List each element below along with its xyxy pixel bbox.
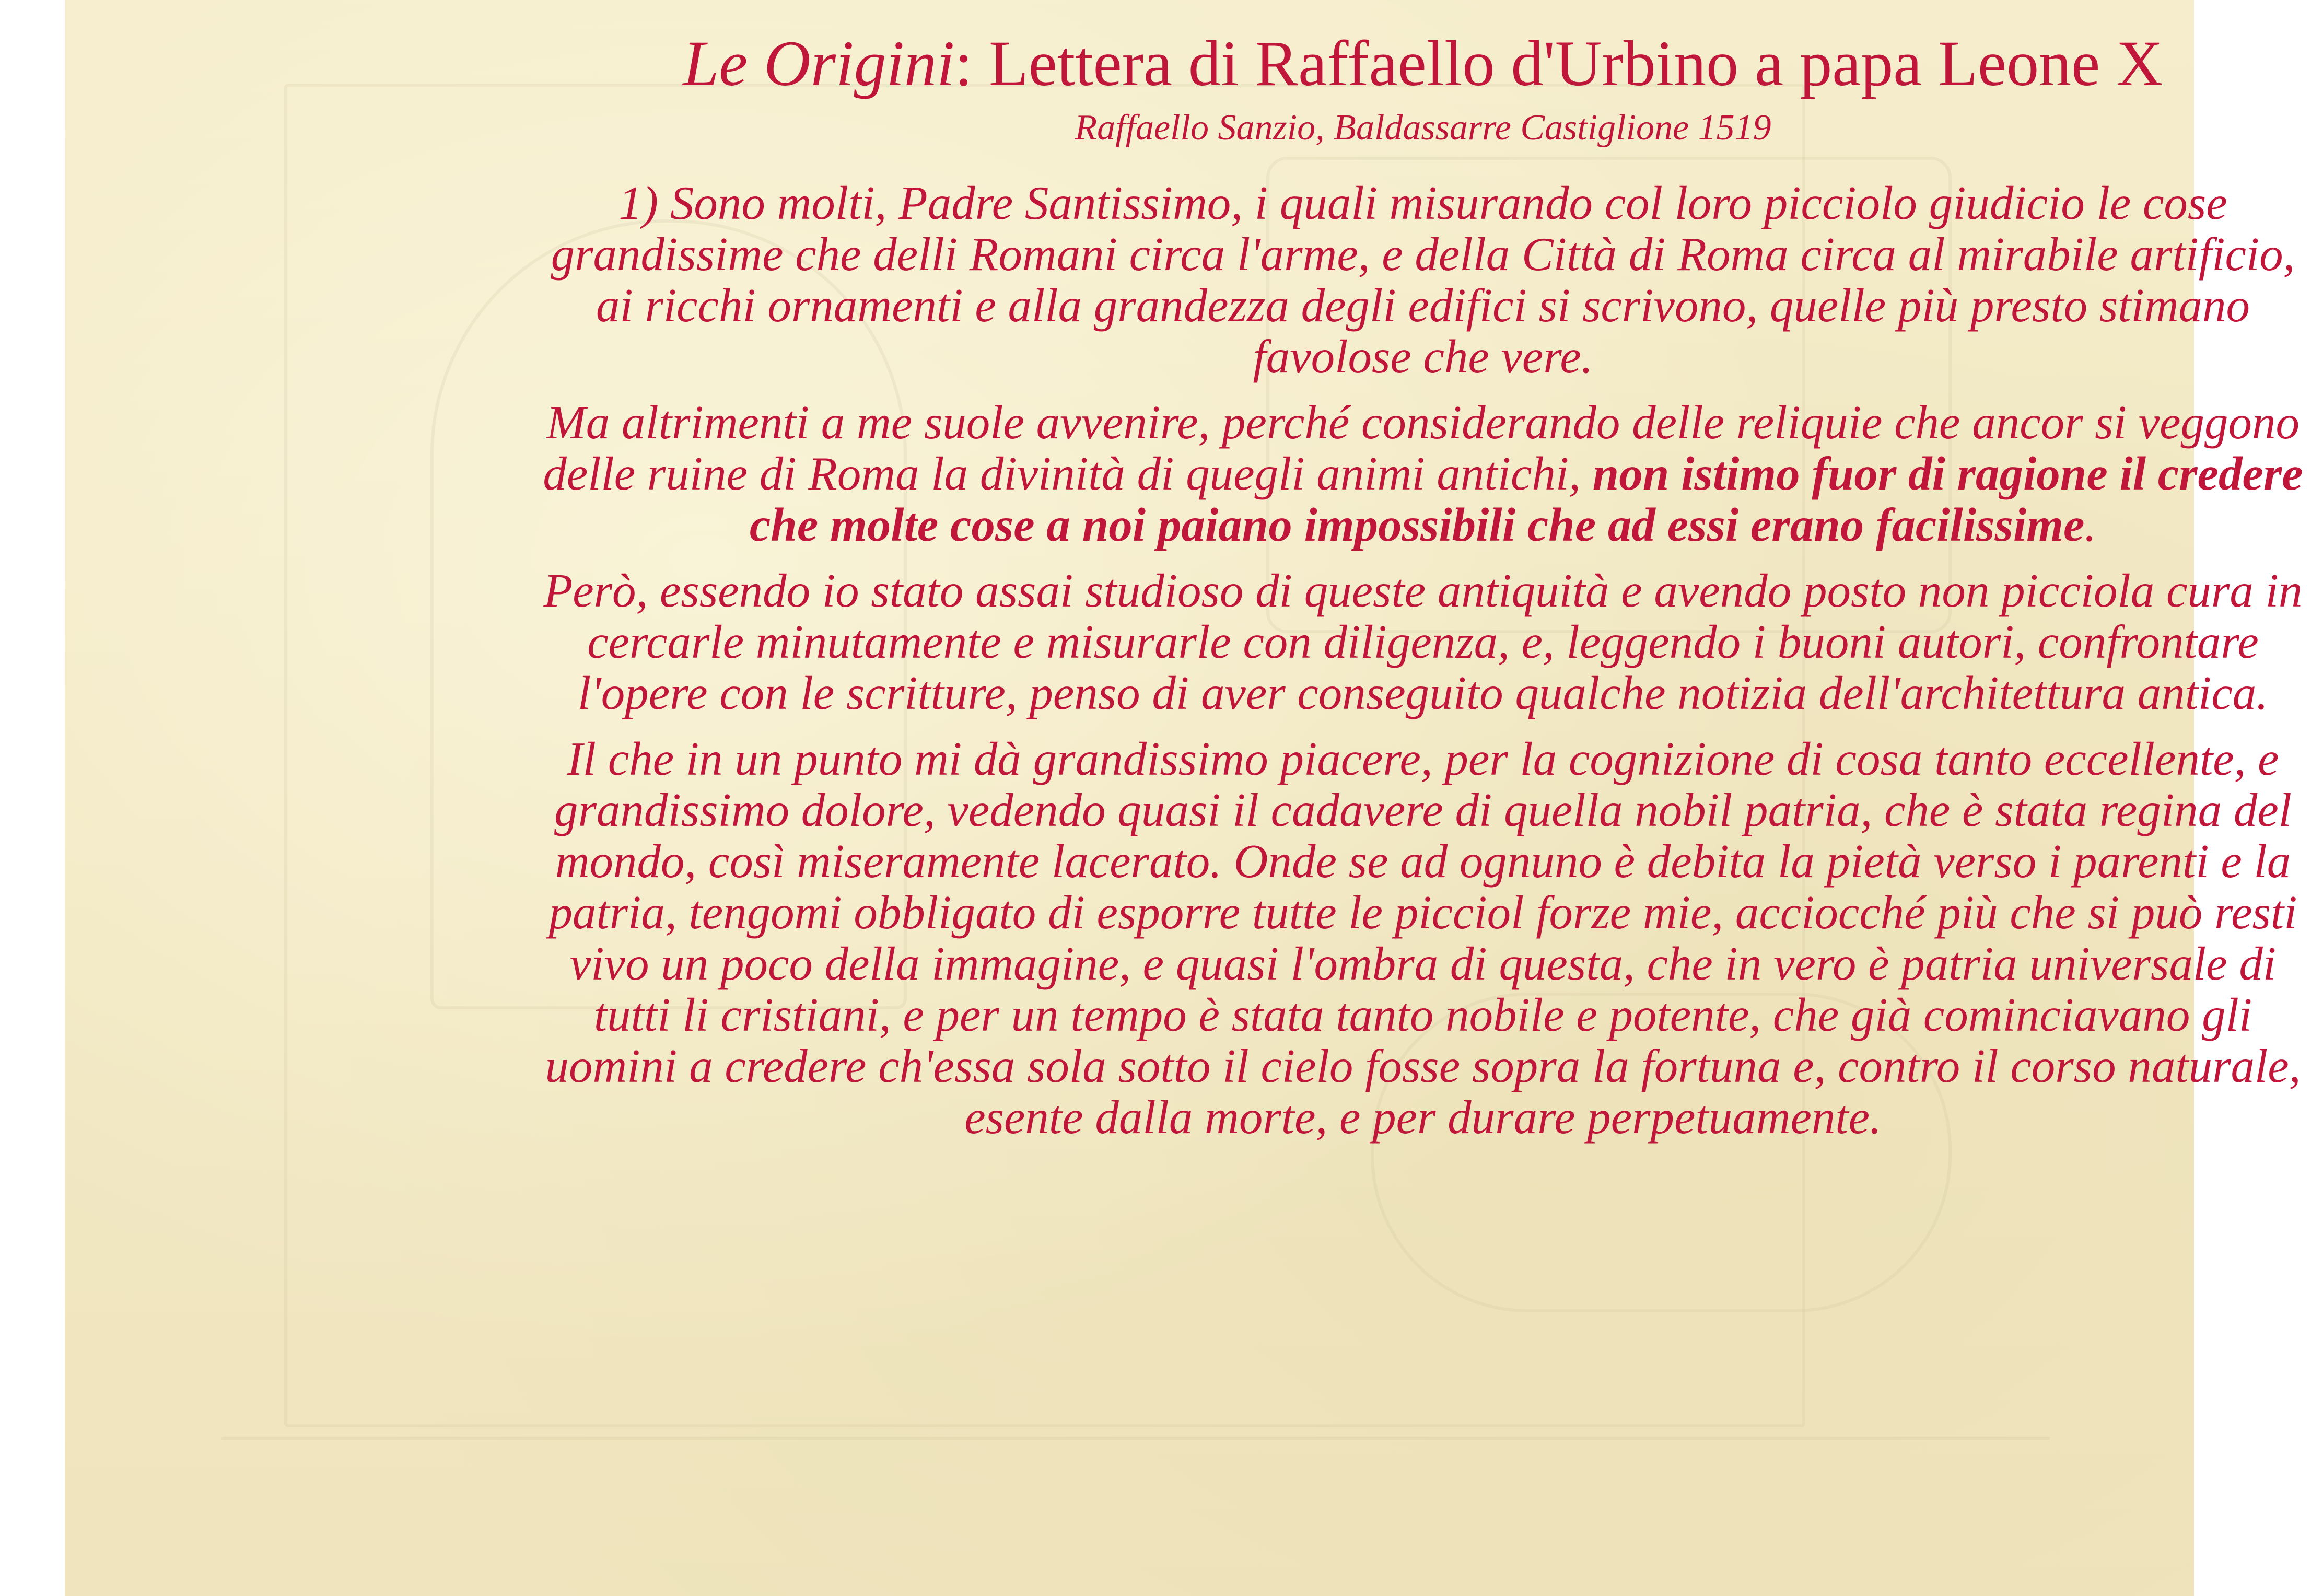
paragraph-2-bold: non istimo fuor di ragione il credere che molte cose a noi paiano impossibili che ad essi erano facilissime (749, 447, 2303, 551)
document-title-italic: Le Origini (683, 28, 955, 99)
letter-body (535, 178, 2311, 1158)
document-title-rest: : Lettera di Raffaello d'Urbino a papa Leone X (954, 28, 2163, 99)
document-authors: Raffaello Sanzio, Baldassarre Castiglione 1519 (1075, 108, 1771, 148)
paper-page (65, 0, 2303, 1596)
background-engraving-baseline (221, 1437, 2050, 1440)
document-title (535, 27, 2311, 100)
paragraph-1: 1) Sono molti, Padre Santissimo, i quali misurando col loro picciolo giudicio le cose grandissime che delli Romani circa l'arme, e della Città di Roma circa al mirabile artificio, ai ricchi ornamenti e alla grandezza degli edifici si scrivono, quelle più presto stimano favolose che vere. (551, 177, 2295, 383)
paragraph-3: Però, essendo io stato assai studioso di queste antiquità e avendo posto non picciola cura in cercarle minutamente e misurarle con diligenza, e, leggendo i buoni autori, confrontare l'opere con le scritture, penso di aver conseguito qualche notizia dell'architettura antica. (543, 564, 2303, 719)
paragraph-2-end: . (2084, 498, 2097, 551)
paragraph-2 (535, 397, 2311, 551)
paragraph-2-start: Ma altrimenti a me suole avvenire, perché considerando delle reliquie che ancor si veggono delle ruine di Roma la divinità di quegli animi antichi, (543, 396, 2300, 500)
paragraph-4: Il che in un punto mi dà grandissimo piacere, per la cognizione di cosa tanto eccellente, e grandissimo dolore, vedendo quasi il cadavere di quella nobil patria, che è stata regina del mondo, così miseramente lacerato. Onde se ad ognuno è debita la pietà verso i parenti e la patria, tengomi obbligato di esporre tutte le picciol forze mie, acciocché più che si può resti vivo un poco della immagine, e quasi l'ombra di questa, che in vero è patria universale di tutti li cristiani, e per un tempo è stata tanto nobile e potente, che già cominciavano gli uomini a credere ch'essa sola sotto il cielo fosse sopra la fortuna e, contro il corso naturale, esente dalla morte, e per durare perpetuamente. (545, 732, 2301, 1144)
